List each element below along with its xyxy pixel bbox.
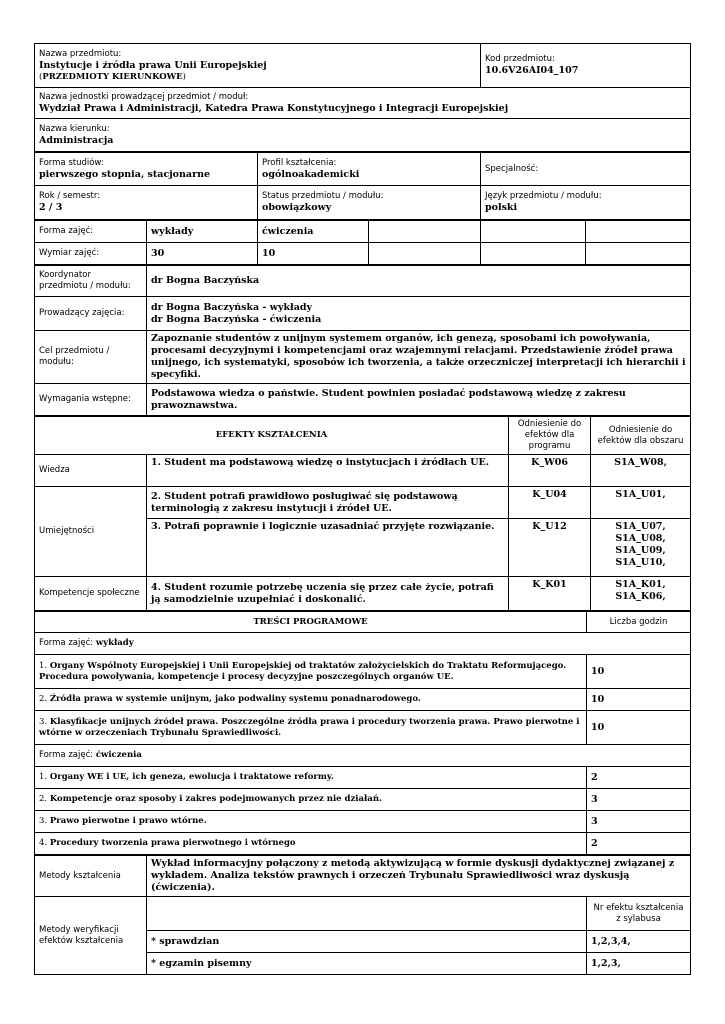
language-label: Język przedmiotu / modułu:	[485, 191, 602, 201]
exercise-topic-4-num: 4.	[39, 838, 48, 848]
hours-empty-1	[369, 243, 481, 265]
course-name: Instytucje i źródła prawa Unii Europejskiej	[39, 59, 267, 71]
lecture-topic-2-text: Źródła prawa w systemie unijnym, jako podwaliny systemu ponadnarodowego.	[49, 694, 421, 704]
class-form-lecture: wykłady	[147, 221, 258, 243]
field-label: Nazwa kierunku:	[39, 123, 110, 134]
verification-header-empty	[147, 897, 587, 931]
lecture-topic-3	[35, 711, 587, 745]
methods-label: Metody kształcenia	[35, 856, 147, 897]
methods-table	[34, 855, 691, 975]
field-cell	[35, 119, 691, 152]
lecture-topic-2	[35, 689, 587, 711]
year-label: Rok / semestr:	[39, 191, 101, 201]
specialty-label: Specjalność:	[485, 163, 539, 174]
lecture-form-label: Forma zajęć:	[39, 638, 94, 648]
outcomes-header: EFEKTY KSZTAŁCENIA	[35, 417, 509, 455]
unit-cell	[35, 88, 691, 119]
area-ref-header: Odniesienie do efektów dla obszaru	[591, 417, 691, 455]
unit-value: Wydział Prawa i Administracji, Katedra Prawa Konstytucyjnego i Integracji Europejskiej	[39, 102, 509, 114]
year-value: 2 / 3	[39, 202, 63, 213]
status-value: obowiązkowy	[262, 202, 332, 213]
outcome-1-program: K_W06	[509, 455, 591, 487]
exercise-topic-1-hours: 2	[587, 767, 691, 789]
outcome-3-area-4: S1A_U10,	[615, 557, 666, 568]
requirements-text: Podstawowa wiedza o państwie. Student powinien posiadać podstawową wiedzę z zakresu prawoznawstwa.	[147, 384, 691, 416]
verification-method-2: * egzamin pisemny	[147, 953, 587, 975]
lecture-topic-2-hours: 10	[587, 689, 691, 711]
teachers-label: Prowadzący zajęcia:	[35, 297, 147, 331]
course-group-line: (PRZEDMIOTY KIERUNKOWE)	[39, 71, 186, 82]
exercise-topic-1-text: Organy WE i UE, ich geneza, ewolucja i traktatowe reformy.	[49, 772, 334, 782]
hours-empty-3	[586, 243, 691, 265]
outcome-1-text: 1. Student ma podstawową wiedzę o instytucjach i źródłach UE.	[147, 455, 509, 487]
course-details-table	[34, 265, 691, 416]
outcome-3-program: K_U12	[509, 519, 591, 577]
language-value: polski	[485, 202, 518, 213]
course-code-label: Kod przedmiotu:	[485, 54, 555, 64]
outcome-2-program: K_U04	[509, 487, 591, 519]
lecture-topic-3-num: 3.	[39, 716, 48, 727]
outcome-4-area-cell	[591, 577, 691, 611]
outcome-4-text: 4. Student rozumie potrzebę uczenia się przez całe życie, potrafi ją samodzielnie uzupełniać i doskonalić.	[147, 577, 509, 611]
exercise-topic-1	[35, 767, 587, 789]
outcome-4-program: K_K01	[509, 577, 591, 611]
outcome-3-area-cell	[591, 519, 691, 577]
outcome-1-area: S1A_W08,	[591, 455, 691, 487]
exercise-form-row	[35, 745, 691, 767]
lecture-topic-1-text: Organy Wspólnoty Europejskiej i Unii Europejskiej od traktatów założycielskich do Traktatu Reformującego. Procedura powoływania, kompetencje i procesy decyzyjne poszczególnych organów UE.	[39, 660, 567, 682]
coordinator-label: Koordynator przedmiotu / modułu:	[35, 266, 147, 297]
class-form-empty-1	[369, 221, 481, 243]
lecture-form-value: wykłady	[95, 638, 134, 648]
outcome-3-area-2: S1A_U08,	[615, 533, 666, 544]
unit-label: Nazwa jednostki prowadzącej przedmiot / moduł:	[39, 91, 249, 102]
profile-label: Profil kształcenia:	[262, 157, 337, 168]
exercise-topic-2-hours: 3	[587, 789, 691, 811]
methods-text: Wykład informacyjny połączony z metodą aktywizującą w formie dyskusji dydaktycznej związanej z wykładem. Analiza tekstów prawnych i orzeczeń Trybunału Sprawiedliwości wraz dyskusją (ćwiczenia).	[147, 856, 691, 897]
outcome-2-text: 2. Student potrafi prawidłowo posługiwać się podstawową terminologią z zakresu instytucji i źródeł UE.	[147, 487, 509, 519]
lecture-topic-3-text: Klasyfikacje unijnych źródeł prawa. Poszczególne źródła prawa i procedury tworzenia prawa. Prawo pierwotne i wtórne w orzeczeniach Trybunału Sprawiedliwości.	[39, 716, 580, 738]
status-label: Status przedmiotu / modułu:	[262, 191, 384, 201]
course-code: 10.6V26AI04_107	[485, 65, 579, 76]
field-value: Administracja	[39, 134, 114, 146]
exercise-hours: 10	[258, 243, 369, 265]
exercise-topic-4	[35, 833, 587, 855]
goal-label: Cel przedmiotu / modułu:	[35, 331, 147, 384]
study-form-cell	[35, 153, 258, 186]
hours-empty-2	[481, 243, 586, 265]
knowledge-label: Wiedza	[35, 455, 147, 487]
content-header: TREŚCI PROGRAMOWE	[35, 612, 587, 633]
profile-cell	[258, 153, 481, 186]
verification-refs-2: 1,2,3,	[587, 953, 691, 975]
skills-label: Umiejętności	[35, 487, 147, 577]
syllabus-sheet	[34, 43, 690, 975]
class-form-exercises: ćwiczenia	[258, 221, 369, 243]
exercise-form-label: Forma zajęć:	[39, 750, 94, 760]
requirements-label: Wymagania wstępne:	[35, 384, 147, 416]
outcome-4-area-1: S1A_K01,	[615, 579, 666, 590]
lecture-form-row	[35, 633, 691, 655]
coordinator-value: dr Bogna Baczyńska	[147, 266, 691, 297]
lecture-topic-1-num: 1.	[39, 660, 48, 671]
verification-refs-1: 1,2,3,4,	[587, 931, 691, 953]
exercise-topic-2-num: 2.	[39, 794, 48, 804]
content-hours-header: Liczba godzin	[587, 612, 691, 633]
exercise-topic-4-hours: 2	[587, 833, 691, 855]
verification-method-1: * sprawdzian	[147, 931, 587, 953]
lecture-topic-2-num: 2.	[39, 694, 48, 704]
exercise-topic-3-hours: 3	[587, 811, 691, 833]
lecture-topic-1-hours: 10	[587, 655, 691, 689]
class-form-empty-3	[586, 221, 691, 243]
language-cell	[481, 186, 691, 220]
hours-label: Wymiar zajęć:	[35, 243, 147, 265]
study-info-table	[34, 152, 691, 220]
lecture-topic-1	[35, 655, 587, 689]
exercise-topic-3-text: Prawo pierwotne i prawo wtórne.	[49, 816, 207, 826]
exercise-topic-3	[35, 811, 587, 833]
outcome-3-area-3: S1A_U09,	[615, 545, 666, 556]
outcome-3-text: 3. Potrafi poprawnie i logicznie uzasadniać przyjęte rozwiązanie.	[147, 519, 509, 577]
course-group: PRZEDMIOTY KIERUNKOWE	[42, 71, 183, 82]
exercise-topic-4-text: Procedury tworzenia prawa pierwotnego i wtórnego	[49, 838, 296, 848]
study-form-value: pierwszego stopnia, stacjonarne	[39, 168, 211, 180]
course-name-cell	[35, 44, 481, 88]
exercise-form-value: ćwiczenia	[95, 750, 142, 760]
teachers-cell	[147, 297, 691, 331]
profile-value: ogólnoakademicki	[262, 168, 360, 180]
course-name-label: Nazwa przedmiotu:	[39, 48, 122, 59]
class-form-label: Forma zajęć:	[35, 221, 147, 243]
header-table	[34, 43, 691, 152]
specialty-cell	[481, 153, 691, 186]
class-form-empty-2	[481, 221, 586, 243]
teacher-1: dr Bogna Baczyńska - wykłady	[151, 301, 313, 313]
teacher-2: dr Bogna Baczyńska - ćwiczenia	[151, 313, 322, 325]
exercise-topic-2-text: Kompetencje oraz sposoby i zakres podejmowanych przez nie działań.	[49, 794, 382, 804]
study-form-label: Forma studiów:	[39, 157, 104, 168]
exercise-topic-3-num: 3.	[39, 816, 48, 826]
year-cell	[35, 186, 258, 220]
lecture-hours: 30	[147, 243, 258, 265]
lecture-topic-3-hours: 10	[587, 711, 691, 745]
outcome-2-area: S1A_U01,	[591, 487, 691, 519]
social-label: Kompetencje społeczne	[35, 577, 147, 611]
verification-ref-header: Nr efektu kształcenia z sylabusa	[587, 897, 691, 931]
outcomes-table	[34, 416, 691, 611]
status-cell	[258, 186, 481, 220]
outcome-4-area-2: S1A_K06,	[615, 591, 666, 602]
exercise-topic-1-num: 1.	[39, 772, 48, 782]
course-code-cell	[481, 44, 691, 88]
exercise-topic-2	[35, 789, 587, 811]
class-forms-table	[34, 220, 691, 265]
program-ref-header: Odniesienie do efektów dla programu	[509, 417, 591, 455]
outcome-3-area-1: S1A_U07,	[615, 521, 666, 532]
goal-text: Zapoznanie studentów z unijnym systemem organów, ich genezą, sposobami ich powoływania, procesami decyzyjnymi i kompetencjami oraz wzajemnymi relacjami. Przedstawienie źródeł prawa unijnego, ich systematyki, sposobów ich tworzenia, a także orzeczniczej interpretacji ich hierarchii i specyfiki.	[147, 331, 691, 384]
content-table	[34, 611, 691, 855]
verification-label: Metody weryfikacji efektów kształcenia	[35, 897, 147, 975]
